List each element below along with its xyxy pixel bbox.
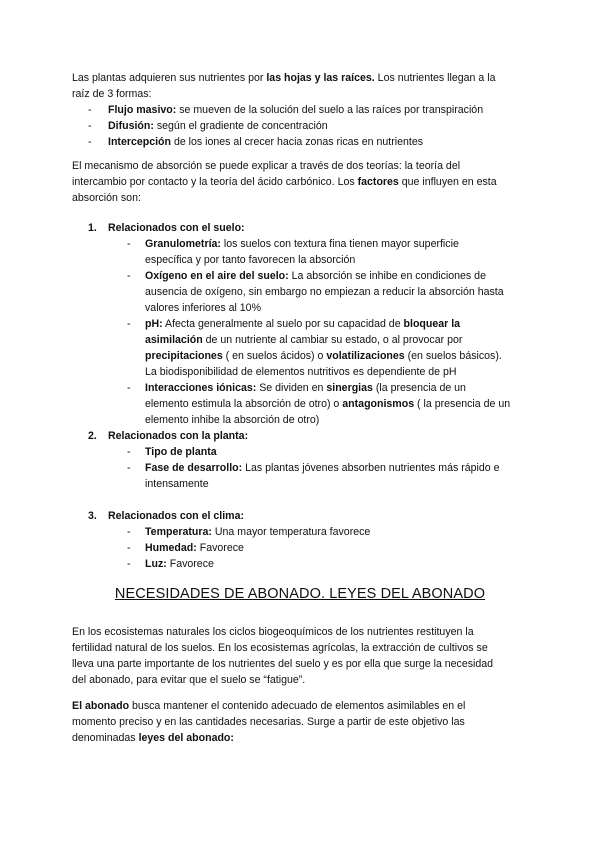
section-heading: NECESIDADES DE ABONADO. LEYES DEL ABONADO bbox=[114, 586, 486, 602]
mecanismo-paragraph: El mecanismo de absorción se puede explicar a través de dos teorías: la teoría del intercambio por contacto y la teoría del ácido carbónico. Los factores que influyen en esta absorción son: bbox=[72, 160, 497, 204]
group-heading: 2. Relacionados con la planta: bbox=[88, 430, 249, 442]
intro-paragraph: Las plantas adquieren sus nutrientes por las hojas y las raíces. Los nutrientes llegan a la raíz de 3 formas: bbox=[72, 72, 496, 100]
ecosistemas-paragraph: En los ecosistemas naturales los ciclos biogeoquímicos de los nutrientes restituyen la fertilidad natural de los suelos. En los ecosistemas agrícolas, la extracción de cultivos se lleva una parte importante de los nutrientes del suelo y es por ella que surge la necesidad del abonado, para evitar que el suelo se “fatigue”. bbox=[72, 626, 494, 686]
group-heading: 3. Relacionados con el clima: bbox=[88, 510, 244, 522]
abonado-paragraph: El abonado busca mantener el contenido adecuado de elementos asimilables en el momento preciso y en las cantidades necesarias. Surge a partir de este objetivo las denominadas leyes del abonado: bbox=[72, 700, 466, 744]
document-page: Las plantas adquieren sus nutrientes por las hojas y las raíces. Los nutrientes llegan a la raíz de 3 formas: - Flujo masivo: se mueven de la solución del suelo a las raíces por transpiración - Difusión: según el gradiente de concentración - Intercepción de los iones al crecer hacia zonas ricas en nutrientes El mecanismo de absorción se puede explicar a través de dos teorías: la teoría del intercambio por contacto y la teoría del ácido carbónico. Los factores que influyen en esta absorción son: 1. Relacionados con el suelo: - Granulometría: los suelos con textura fina tienen mayor superficie específica y por tanto favorecen la absorción - Oxígeno en el aire del suelo: La absorción se inhibe en condiciones de ausencia de oxígeno, sin embargo no empiezan a reducir la absorción hasta valores inferiores al 10% - pH: Afecta generalmente al suelo por su capacidad de bloquear la asimilación de un nutriente al cambiar su estado, o al provocar por precipitaciones ( en suelos ácidos) o volatilizaciones (en suelos básicos). La biodisponibilidad de elementos nutritivos es dependiente de pH - Interacciones iónicas: Se dividen en sinergias (la presencia de un elemento estimula la absorción de otro) o antagonismos ( la presencia de un elemento inhibe la absorción de otro) 2. Relacionados con la planta: - Tipo de planta - Fase de desarrollo: Las plantas jóvenes absorben nutrientes más rápido e intensamente 3. Relacionados con el clima: - Temperatura: Una mayor temperatura favorece - Humedad: Favorece - Luz: Favorece NECESIDADES DE ABONADO. LEYES DEL ABONADO En los ecosistemas naturales los ciclos biogeoquímicos de los nutrientes restituyen la fertilidad natural de los suelos. En los ecosistemas agrícolas, la extracción de cultivos se lleva una parte importante de los nutrientes del suelo y es por ella que surge la necesidad del abonado, para evitar que el suelo se “fatigue”. El abonado busca mantener el contenido adecuado de elementos asimilables en el momento preciso y en las cantidades necesarias. Surge a partir de este objetivo las denominadas leyes del abonado: bbox=[0, 0, 600, 848]
group-heading: 1. Relacionados con el suelo: bbox=[88, 222, 245, 234]
